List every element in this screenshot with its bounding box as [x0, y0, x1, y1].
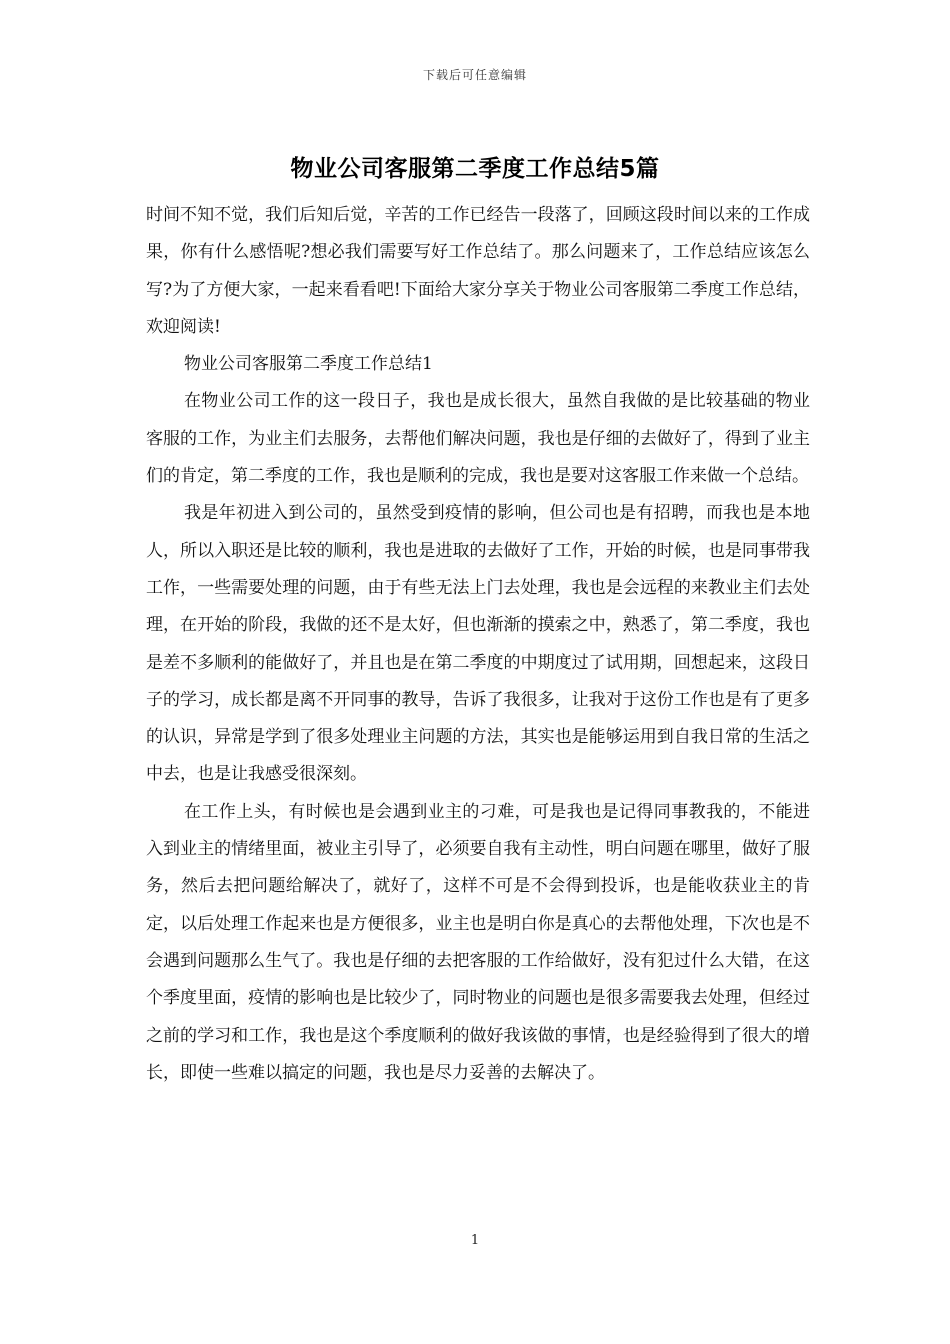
- body-paragraph-3: 在工作上头，有时候也是会遇到业主的刁难，可是我也是记得同事教我的，不能进入到业主的情绪里面，被业主引导了，必须要自我有主动性，明白问题在哪里，做好了服务，然后去把问题给解决了，就好了，这样不可是不会得到投诉，也是能收获业主的肯定，以后处理工作起来也是方便很多，业主也是明白你是真心的去帮他处理，下次也是不会遇到问题那么生气了。我也是仔细的去把客服的工作给做好，没有犯过什么大错，在这个季度里面，疫情的影响也是比较少了，同时物业的问题也是很多需要我去处理，但经过之前的学习和工作，我也是这个季度顺利的做好我该做的事情，也是经验得到了很大的增长，即使一些难以搞定的问题，我也是尽力妥善的去解决了。: [146, 801, 810, 1083]
- body-paragraph-1: 在物业公司工作的这一段日子，我也是成长很大，虽然自我做的是比较基础的物业客服的工作，为业主们去服务，去帮他们解决问题，我也是仔细的去做好了，得到了业主们的肯定，第二季度的工作，我也是顺利的完成，我也是要对这客服工作来做一个总结。: [146, 391, 810, 487]
- page-header: 下载后可任意编辑: [422, 68, 527, 82]
- body-paragraph-2: 我是年初进入到公司的，虽然受到疫情的影响，但公司也是有招聘，而我也是本地人，所以入职还是比较的顺利，我也是进取的去做好了工作，开始的时候，也是同事带我工作，一些需要处理的问题，由于有些无法上门去处理，我也是会远程的来教业主们去处理，在开始的阶段，我做的还不是太好，但也渐渐的摸索之中，熟悉了，第二季度，我也是差不多顺利的能做好了，并且也是在第二季度的中期度过了试用期，回想起来，这段日子的学习，成长都是离不开同事的教导，告诉了我很多，让我对于这份工作也是有了更多的认识，异常是学到了很多处理业主问题的方法，其实也是能够运用到自我日常的生活之中去，也是让我感受很深刻。: [146, 503, 810, 785]
- document-title: 物业公司客服第二季度工作总结5篇: [290, 156, 660, 182]
- section-subheading: 物业公司客服第二季度工作总结1: [184, 354, 433, 375]
- page-number: 1: [470, 1233, 480, 1248]
- document-body: [146, 197, 810, 1092]
- intro-paragraph: 时间不知不觉，我们后知后觉，辛苦的工作已经告一段落了，回顾这段时间以来的工作成果，你有什么感悟呢?想必我们需要写好工作总结了。那么问题来了，工作总结应该怎么写?为了方便大家，一起来看看吧!下面给大家分享关于物业公司客服第二季度工作总结，欢迎阅读!: [146, 205, 810, 337]
